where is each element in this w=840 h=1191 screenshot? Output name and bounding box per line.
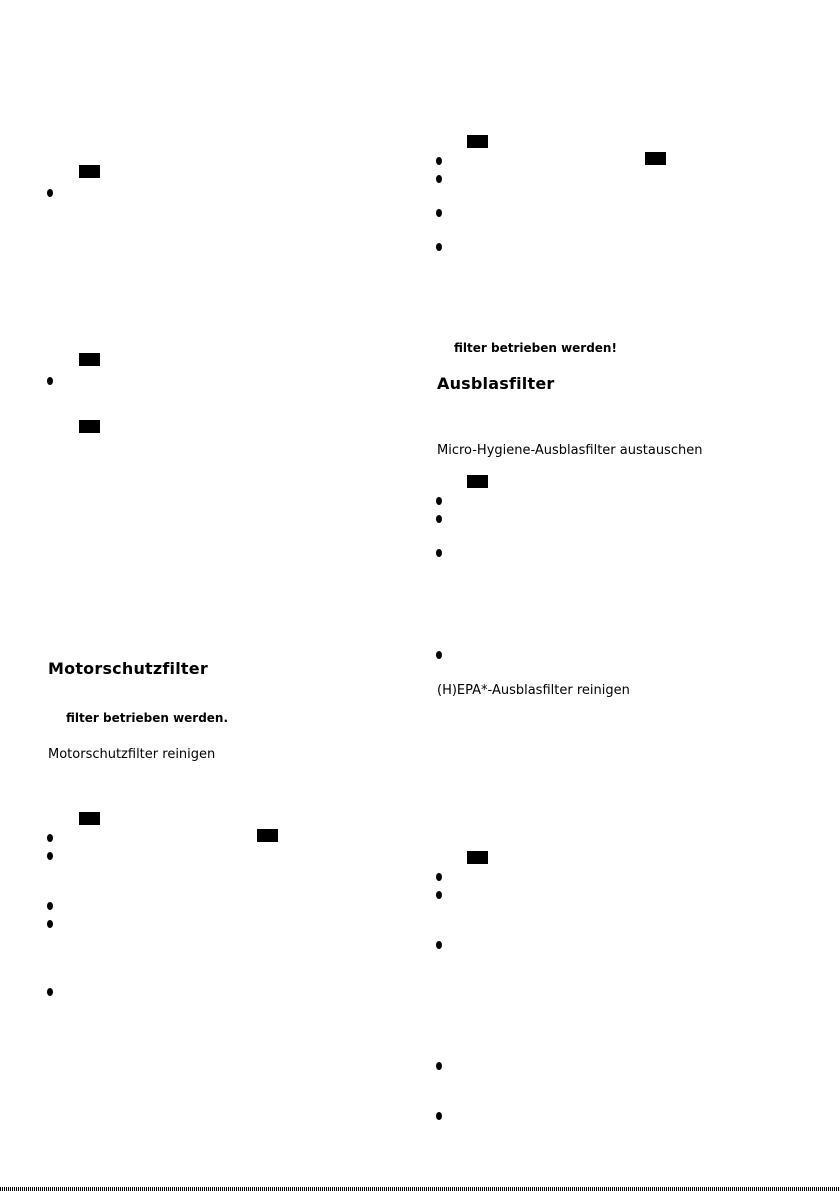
inline-figure-marker bbox=[645, 152, 666, 165]
step-figure-marker bbox=[79, 812, 100, 825]
step-figure-marker bbox=[467, 475, 488, 488]
bullet-point bbox=[436, 497, 442, 505]
bottom-dotted-rule bbox=[0, 1187, 840, 1191]
bullet-point bbox=[436, 941, 442, 949]
bullet-point bbox=[436, 243, 442, 251]
bullet-point bbox=[47, 920, 53, 928]
bullet-point bbox=[47, 377, 53, 385]
bullet-point bbox=[436, 891, 442, 899]
step-figure-marker bbox=[79, 420, 100, 433]
bullet-point bbox=[47, 852, 53, 860]
bullet-point bbox=[47, 834, 53, 842]
bullet-point bbox=[436, 175, 442, 183]
bullet-point bbox=[436, 515, 442, 523]
bullet-point bbox=[436, 651, 442, 659]
motor-filter-note: filter betrieben werden. bbox=[66, 711, 229, 725]
motor-filter-heading: Motorschutzfilter bbox=[48, 659, 208, 678]
bullet-point bbox=[47, 902, 53, 910]
bullet-point bbox=[436, 549, 442, 557]
bullet-point bbox=[47, 988, 53, 996]
step-figure-marker bbox=[79, 165, 100, 178]
bullet-point bbox=[436, 873, 442, 881]
bullet-point bbox=[436, 209, 442, 217]
hepa-filter-heading: (H)EPA*-Ausblasfilter reinigen bbox=[437, 683, 630, 698]
bullet-point bbox=[436, 1112, 442, 1120]
bullet-point bbox=[47, 189, 53, 197]
exhaust-filter-heading: Ausblasfilter bbox=[437, 374, 555, 393]
bullet-point bbox=[436, 157, 442, 165]
exhaust-filter-note: filter betrieben werden! bbox=[454, 341, 617, 355]
micro-hygiene-filter-heading: Micro-Hygiene-Ausblasfilter austauschen bbox=[437, 443, 703, 458]
step-figure-marker bbox=[467, 851, 488, 864]
step-figure-marker bbox=[467, 135, 488, 148]
motor-filter-clean-heading: Motorschutzfilter reinigen bbox=[48, 747, 216, 762]
inline-figure-marker bbox=[257, 829, 278, 842]
bullet-point bbox=[436, 1062, 442, 1070]
step-figure-marker bbox=[79, 353, 100, 366]
